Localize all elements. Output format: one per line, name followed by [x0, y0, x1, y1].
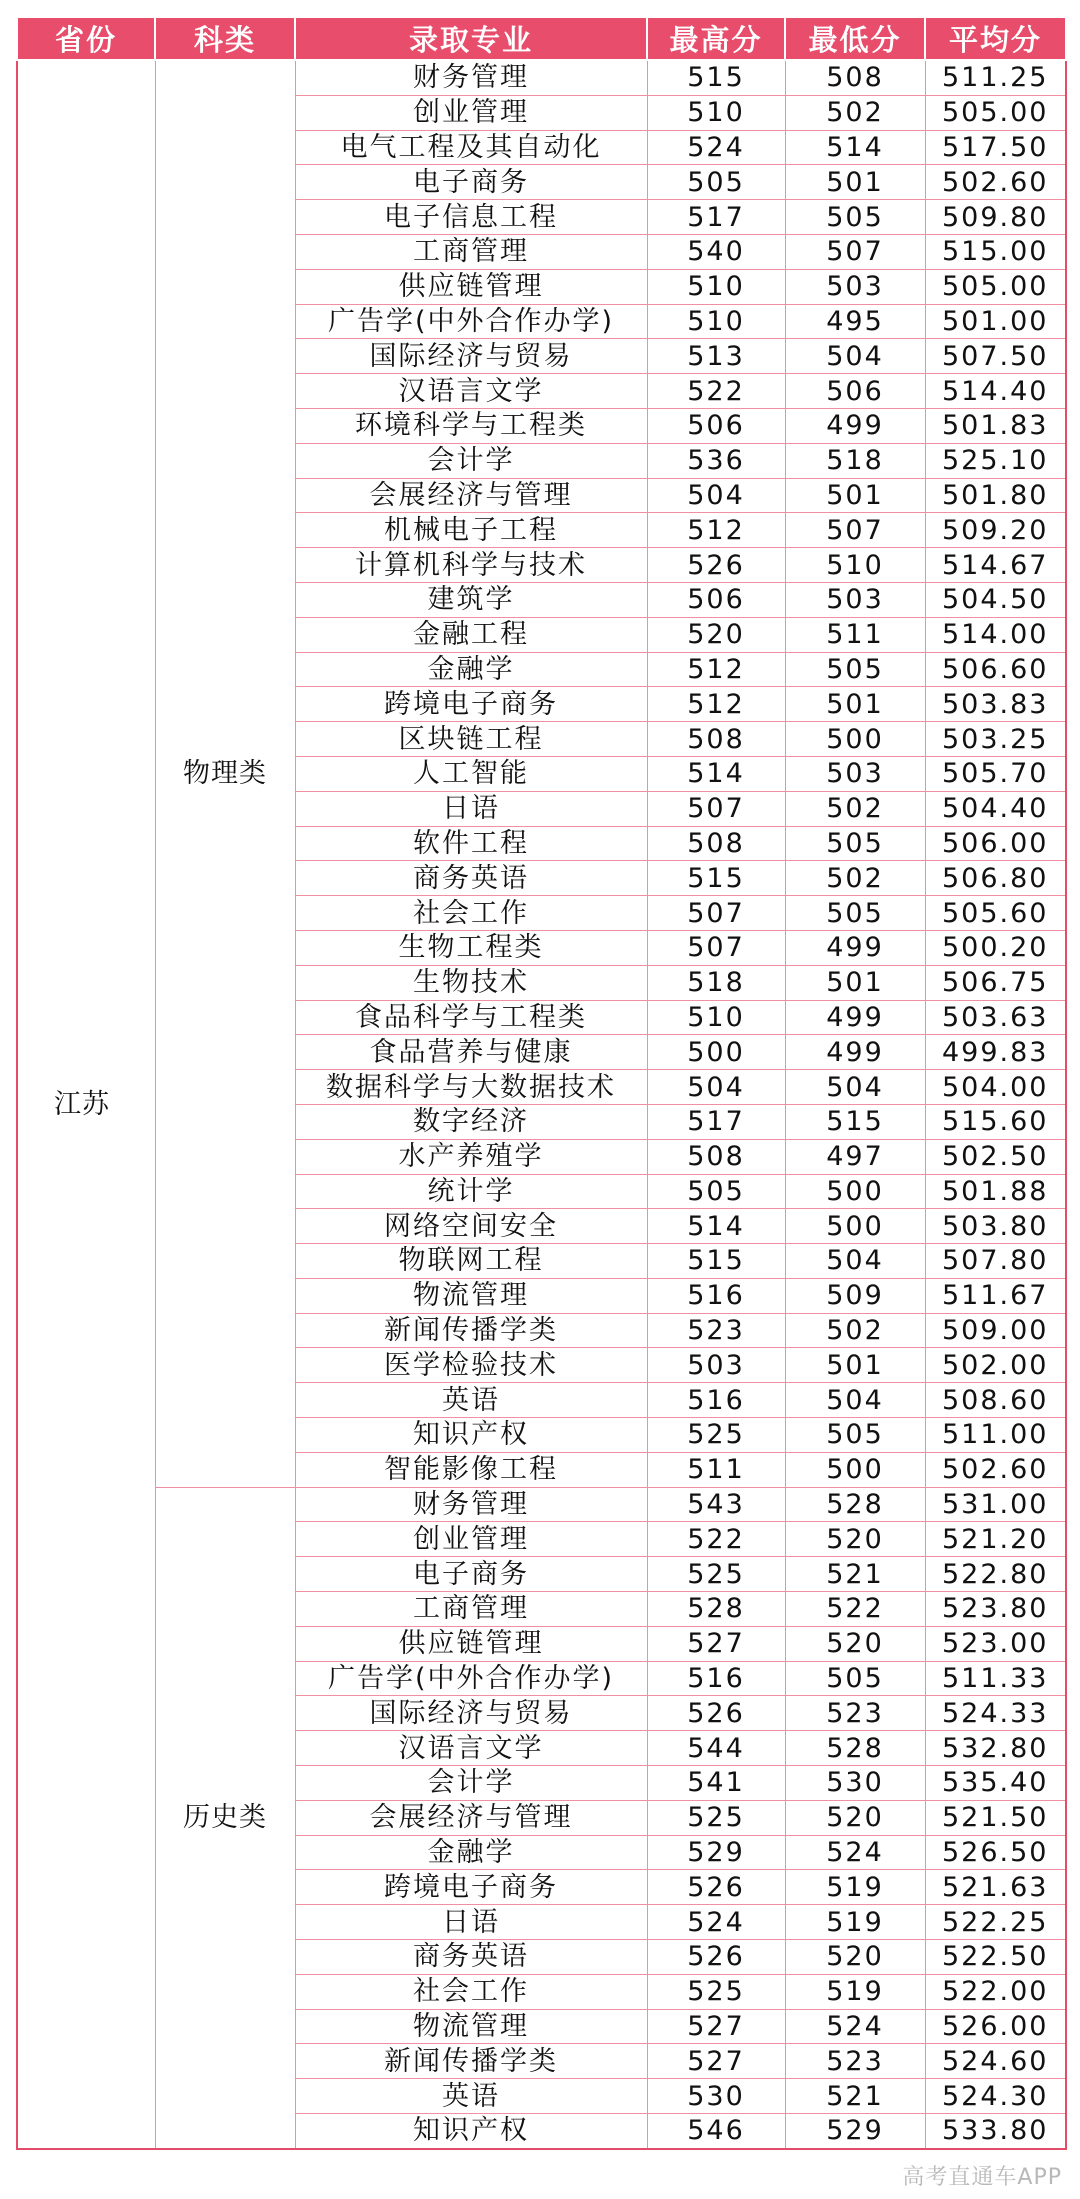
- max-score-cell: 516: [647, 1278, 785, 1313]
- major-cell: 社会工作: [295, 896, 647, 931]
- avg-score-cell: 522.25: [925, 1905, 1066, 1940]
- major-cell: 会计学: [295, 1766, 647, 1801]
- min-score-cell: 501: [785, 478, 925, 513]
- max-score-cell: 506: [647, 408, 785, 443]
- max-score-cell: 507: [647, 930, 785, 965]
- min-score-cell: 529: [785, 2114, 925, 2149]
- min-score-cell: 519: [785, 1974, 925, 2009]
- major-cell: 会展经济与管理: [295, 478, 647, 513]
- major-cell: 供应链管理: [295, 1626, 647, 1661]
- major-cell: 软件工程: [295, 826, 647, 861]
- major-cell: 环境科学与工程类: [295, 408, 647, 443]
- max-score-cell: 540: [647, 234, 785, 269]
- min-score-cell: 499: [785, 408, 925, 443]
- min-score-cell: 508: [785, 60, 925, 95]
- table-row: [17, 60, 1066, 95]
- table-body: [17, 60, 1066, 2149]
- major-cell: 医学检验技术: [295, 1348, 647, 1383]
- major-cell: 新闻传播学类: [295, 1313, 647, 1348]
- max-score-cell: 514: [647, 1209, 785, 1244]
- avg-score-cell: 506.00: [925, 826, 1066, 861]
- avg-score-cell: 532.80: [925, 1731, 1066, 1766]
- min-score-cell: 502: [785, 95, 925, 130]
- max-score-cell: 510: [647, 1000, 785, 1035]
- major-cell: 知识产权: [295, 1418, 647, 1453]
- min-score-cell: 523: [785, 1696, 925, 1731]
- min-score-cell: 518: [785, 443, 925, 478]
- avg-score-cell: 521.20: [925, 1522, 1066, 1557]
- min-score-cell: 501: [785, 687, 925, 722]
- max-score-cell: 524: [647, 130, 785, 165]
- header-province: 省份: [17, 17, 155, 60]
- max-score-cell: 526: [647, 548, 785, 583]
- major-cell: 区块链工程: [295, 722, 647, 757]
- avg-score-cell: 523.80: [925, 1592, 1066, 1627]
- min-score-cell: 504: [785, 1070, 925, 1105]
- max-score-cell: 512: [647, 652, 785, 687]
- min-score-cell: 505: [785, 826, 925, 861]
- major-cell: 财务管理: [295, 60, 647, 95]
- major-cell: 社会工作: [295, 1974, 647, 2009]
- min-score-cell: 501: [785, 965, 925, 1000]
- avg-score-cell: 521.50: [925, 1800, 1066, 1835]
- min-score-cell: 520: [785, 1522, 925, 1557]
- max-score-cell: 517: [647, 200, 785, 235]
- max-score-cell: 511: [647, 1452, 785, 1487]
- max-score-cell: 510: [647, 304, 785, 339]
- max-score-cell: 544: [647, 1731, 785, 1766]
- max-score-cell: 525: [647, 1557, 785, 1592]
- max-score-cell: 541: [647, 1766, 785, 1801]
- min-score-cell: 500: [785, 722, 925, 757]
- major-cell: 跨境电子商务: [295, 1870, 647, 1905]
- major-cell: 会展经济与管理: [295, 1800, 647, 1835]
- min-score-cell: 505: [785, 200, 925, 235]
- max-score-cell: 507: [647, 791, 785, 826]
- min-score-cell: 504: [785, 1383, 925, 1418]
- avg-score-cell: 535.40: [925, 1766, 1066, 1801]
- min-score-cell: 502: [785, 791, 925, 826]
- max-score-cell: 505: [647, 165, 785, 200]
- min-score-cell: 511: [785, 617, 925, 652]
- avg-score-cell: 524.33: [925, 1696, 1066, 1731]
- min-score-cell: 499: [785, 930, 925, 965]
- major-cell: 金融学: [295, 652, 647, 687]
- major-cell: 机械电子工程: [295, 513, 647, 548]
- max-score-cell: 527: [647, 1626, 785, 1661]
- avg-score-cell: 501.00: [925, 304, 1066, 339]
- max-score-cell: 543: [647, 1487, 785, 1522]
- max-score-cell: 517: [647, 1104, 785, 1139]
- min-score-cell: 528: [785, 1731, 925, 1766]
- max-score-cell: 524: [647, 1905, 785, 1940]
- max-score-cell: 513: [647, 339, 785, 374]
- major-cell: 食品科学与工程类: [295, 1000, 647, 1035]
- max-score-cell: 508: [647, 1139, 785, 1174]
- min-score-cell: 503: [785, 756, 925, 791]
- max-score-cell: 516: [647, 1383, 785, 1418]
- avg-score-cell: 514.40: [925, 374, 1066, 409]
- min-score-cell: 523: [785, 2044, 925, 2079]
- min-score-cell: 499: [785, 1035, 925, 1070]
- major-cell: 知识产权: [295, 2114, 647, 2149]
- min-score-cell: 499: [785, 1000, 925, 1035]
- min-score-cell: 503: [785, 269, 925, 304]
- avg-score-cell: 508.60: [925, 1383, 1066, 1418]
- avg-score-cell: 502.60: [925, 165, 1066, 200]
- min-score-cell: 524: [785, 2009, 925, 2044]
- min-score-cell: 502: [785, 1313, 925, 1348]
- min-score-cell: 520: [785, 1940, 925, 1975]
- max-score-cell: 527: [647, 2044, 785, 2079]
- avg-score-cell: 517.50: [925, 130, 1066, 165]
- major-cell: 广告学(中外合作办学): [295, 1661, 647, 1696]
- header-major: 录取专业: [295, 17, 647, 60]
- watermark: 高考直通车APP: [902, 2165, 1062, 2190]
- max-score-cell: 500: [647, 1035, 785, 1070]
- max-score-cell: 527: [647, 2009, 785, 2044]
- avg-score-cell: 522.50: [925, 1940, 1066, 1975]
- max-score-cell: 526: [647, 1870, 785, 1905]
- min-score-cell: 520: [785, 1626, 925, 1661]
- min-score-cell: 502: [785, 861, 925, 896]
- category-cell: 历史类: [155, 1487, 295, 2149]
- avg-score-cell: 502.60: [925, 1452, 1066, 1487]
- max-score-cell: 516: [647, 1661, 785, 1696]
- major-cell: 会计学: [295, 443, 647, 478]
- max-score-cell: 528: [647, 1592, 785, 1627]
- major-cell: 供应链管理: [295, 269, 647, 304]
- major-cell: 英语: [295, 1383, 647, 1418]
- major-cell: 国际经济与贸易: [295, 339, 647, 374]
- avg-score-cell: 503.80: [925, 1209, 1066, 1244]
- avg-score-cell: 515.60: [925, 1104, 1066, 1139]
- min-score-cell: 504: [785, 1244, 925, 1279]
- avg-score-cell: 509.00: [925, 1313, 1066, 1348]
- min-score-cell: 500: [785, 1452, 925, 1487]
- category-cell: 物理类: [155, 60, 295, 1487]
- admission-score-sheet: [16, 16, 1065, 2150]
- avg-score-cell: 509.80: [925, 200, 1066, 235]
- max-score-cell: 536: [647, 443, 785, 478]
- major-cell: 网络空间安全: [295, 1209, 647, 1244]
- avg-score-cell: 504.50: [925, 582, 1066, 617]
- avg-score-cell: 533.80: [925, 2114, 1066, 2149]
- min-score-cell: 519: [785, 1870, 925, 1905]
- max-score-cell: 522: [647, 374, 785, 409]
- major-cell: 日语: [295, 1905, 647, 1940]
- min-score-cell: 497: [785, 1139, 925, 1174]
- major-cell: 生物技术: [295, 965, 647, 1000]
- avg-score-cell: 522.80: [925, 1557, 1066, 1592]
- admission-score-table: [16, 16, 1067, 2150]
- min-score-cell: 500: [785, 1174, 925, 1209]
- avg-score-cell: 503.83: [925, 687, 1066, 722]
- avg-score-cell: 506.75: [925, 965, 1066, 1000]
- avg-score-cell: 501.83: [925, 408, 1066, 443]
- major-cell: 财务管理: [295, 1487, 647, 1522]
- min-score-cell: 522: [785, 1592, 925, 1627]
- avg-score-cell: 505.00: [925, 95, 1066, 130]
- min-score-cell: 530: [785, 1766, 925, 1801]
- major-cell: 人工智能: [295, 756, 647, 791]
- avg-score-cell: 503.25: [925, 722, 1066, 757]
- major-cell: 商务英语: [295, 861, 647, 896]
- major-cell: 生物工程类: [295, 930, 647, 965]
- header-avg-score: 平均分: [925, 17, 1066, 60]
- avg-score-cell: 522.00: [925, 1974, 1066, 2009]
- header-max-score: 最高分: [647, 17, 785, 60]
- major-cell: 电子信息工程: [295, 200, 647, 235]
- max-score-cell: 515: [647, 861, 785, 896]
- min-score-cell: 528: [785, 1487, 925, 1522]
- major-cell: 电气工程及其自动化: [295, 130, 647, 165]
- major-cell: 商务英语: [295, 1940, 647, 1975]
- max-score-cell: 515: [647, 60, 785, 95]
- major-cell: 跨境电子商务: [295, 687, 647, 722]
- major-cell: 国际经济与贸易: [295, 1696, 647, 1731]
- avg-score-cell: 501.80: [925, 478, 1066, 513]
- avg-score-cell: 507.80: [925, 1244, 1066, 1279]
- major-cell: 计算机科学与技术: [295, 548, 647, 583]
- avg-score-cell: 503.63: [925, 1000, 1066, 1035]
- min-score-cell: 503: [785, 582, 925, 617]
- major-cell: 电子商务: [295, 165, 647, 200]
- major-cell: 新闻传播学类: [295, 2044, 647, 2079]
- max-score-cell: 503: [647, 1348, 785, 1383]
- max-score-cell: 505: [647, 1174, 785, 1209]
- avg-score-cell: 506.60: [925, 652, 1066, 687]
- avg-score-cell: 507.50: [925, 339, 1066, 374]
- min-score-cell: 509: [785, 1278, 925, 1313]
- max-score-cell: 510: [647, 95, 785, 130]
- major-cell: 统计学: [295, 1174, 647, 1209]
- table-header-row: [17, 17, 1066, 60]
- major-cell: 汉语言文学: [295, 374, 647, 409]
- min-score-cell: 505: [785, 1418, 925, 1453]
- major-cell: 物流管理: [295, 2009, 647, 2044]
- table-row: [17, 1487, 1066, 1522]
- max-score-cell: 515: [647, 1244, 785, 1279]
- avg-score-cell: 514.67: [925, 548, 1066, 583]
- avg-score-cell: 511.00: [925, 1418, 1066, 1453]
- major-cell: 物联网工程: [295, 1244, 647, 1279]
- min-score-cell: 521: [785, 2079, 925, 2114]
- avg-score-cell: 499.83: [925, 1035, 1066, 1070]
- major-cell: 汉语言文学: [295, 1731, 647, 1766]
- min-score-cell: 519: [785, 1905, 925, 1940]
- major-cell: 智能影像工程: [295, 1452, 647, 1487]
- min-score-cell: 507: [785, 234, 925, 269]
- major-cell: 工商管理: [295, 1592, 647, 1627]
- major-cell: 创业管理: [295, 95, 647, 130]
- avg-score-cell: 511.25: [925, 60, 1066, 95]
- avg-score-cell: 525.10: [925, 443, 1066, 478]
- header-min-score: 最低分: [785, 17, 925, 60]
- major-cell: 广告学(中外合作办学): [295, 304, 647, 339]
- major-cell: 电子商务: [295, 1557, 647, 1592]
- avg-score-cell: 514.00: [925, 617, 1066, 652]
- max-score-cell: 526: [647, 1940, 785, 1975]
- min-score-cell: 500: [785, 1209, 925, 1244]
- avg-score-cell: 511.67: [925, 1278, 1066, 1313]
- max-score-cell: 506: [647, 582, 785, 617]
- max-score-cell: 512: [647, 687, 785, 722]
- major-cell: 金融学: [295, 1835, 647, 1870]
- min-score-cell: 510: [785, 548, 925, 583]
- max-score-cell: 525: [647, 1974, 785, 2009]
- min-score-cell: 506: [785, 374, 925, 409]
- max-score-cell: 507: [647, 896, 785, 931]
- avg-score-cell: 505.70: [925, 756, 1066, 791]
- major-cell: 数字经济: [295, 1104, 647, 1139]
- max-score-cell: 520: [647, 617, 785, 652]
- min-score-cell: 501: [785, 165, 925, 200]
- max-score-cell: 508: [647, 826, 785, 861]
- min-score-cell: 521: [785, 1557, 925, 1592]
- major-cell: 日语: [295, 791, 647, 826]
- max-score-cell: 518: [647, 965, 785, 1000]
- avg-score-cell: 504.00: [925, 1070, 1066, 1105]
- min-score-cell: 520: [785, 1800, 925, 1835]
- min-score-cell: 514: [785, 130, 925, 165]
- max-score-cell: 530: [647, 2079, 785, 2114]
- avg-score-cell: 531.00: [925, 1487, 1066, 1522]
- avg-score-cell: 509.20: [925, 513, 1066, 548]
- major-cell: 数据科学与大数据技术: [295, 1070, 647, 1105]
- max-score-cell: 512: [647, 513, 785, 548]
- max-score-cell: 522: [647, 1522, 785, 1557]
- avg-score-cell: 515.00: [925, 234, 1066, 269]
- max-score-cell: 525: [647, 1418, 785, 1453]
- max-score-cell: 523: [647, 1313, 785, 1348]
- province-cell: 江苏: [17, 60, 155, 2149]
- avg-score-cell: 521.63: [925, 1870, 1066, 1905]
- avg-score-cell: 524.60: [925, 2044, 1066, 2079]
- major-cell: 食品营养与健康: [295, 1035, 647, 1070]
- avg-score-cell: 524.30: [925, 2079, 1066, 2114]
- major-cell: 水产养殖学: [295, 1139, 647, 1174]
- min-score-cell: 505: [785, 652, 925, 687]
- max-score-cell: 510: [647, 269, 785, 304]
- max-score-cell: 514: [647, 756, 785, 791]
- avg-score-cell: 500.20: [925, 930, 1066, 965]
- min-score-cell: 504: [785, 339, 925, 374]
- max-score-cell: 526: [647, 1696, 785, 1731]
- min-score-cell: 495: [785, 304, 925, 339]
- major-cell: 英语: [295, 2079, 647, 2114]
- min-score-cell: 505: [785, 896, 925, 931]
- avg-score-cell: 505.60: [925, 896, 1066, 931]
- avg-score-cell: 502.50: [925, 1139, 1066, 1174]
- major-cell: 物流管理: [295, 1278, 647, 1313]
- min-score-cell: 505: [785, 1661, 925, 1696]
- header-category: 科类: [155, 17, 295, 60]
- avg-score-cell: 505.00: [925, 269, 1066, 304]
- max-score-cell: 525: [647, 1800, 785, 1835]
- avg-score-cell: 501.88: [925, 1174, 1066, 1209]
- max-score-cell: 529: [647, 1835, 785, 1870]
- max-score-cell: 546: [647, 2114, 785, 2149]
- min-score-cell: 515: [785, 1104, 925, 1139]
- min-score-cell: 524: [785, 1835, 925, 1870]
- major-cell: 工商管理: [295, 234, 647, 269]
- avg-score-cell: 504.40: [925, 791, 1066, 826]
- max-score-cell: 508: [647, 722, 785, 757]
- avg-score-cell: 523.00: [925, 1626, 1066, 1661]
- avg-score-cell: 526.50: [925, 1835, 1066, 1870]
- avg-score-cell: 506.80: [925, 861, 1066, 896]
- avg-score-cell: 526.00: [925, 2009, 1066, 2044]
- major-cell: 金融工程: [295, 617, 647, 652]
- max-score-cell: 504: [647, 1070, 785, 1105]
- min-score-cell: 507: [785, 513, 925, 548]
- max-score-cell: 504: [647, 478, 785, 513]
- major-cell: 创业管理: [295, 1522, 647, 1557]
- major-cell: 建筑学: [295, 582, 647, 617]
- min-score-cell: 501: [785, 1348, 925, 1383]
- avg-score-cell: 511.33: [925, 1661, 1066, 1696]
- avg-score-cell: 502.00: [925, 1348, 1066, 1383]
